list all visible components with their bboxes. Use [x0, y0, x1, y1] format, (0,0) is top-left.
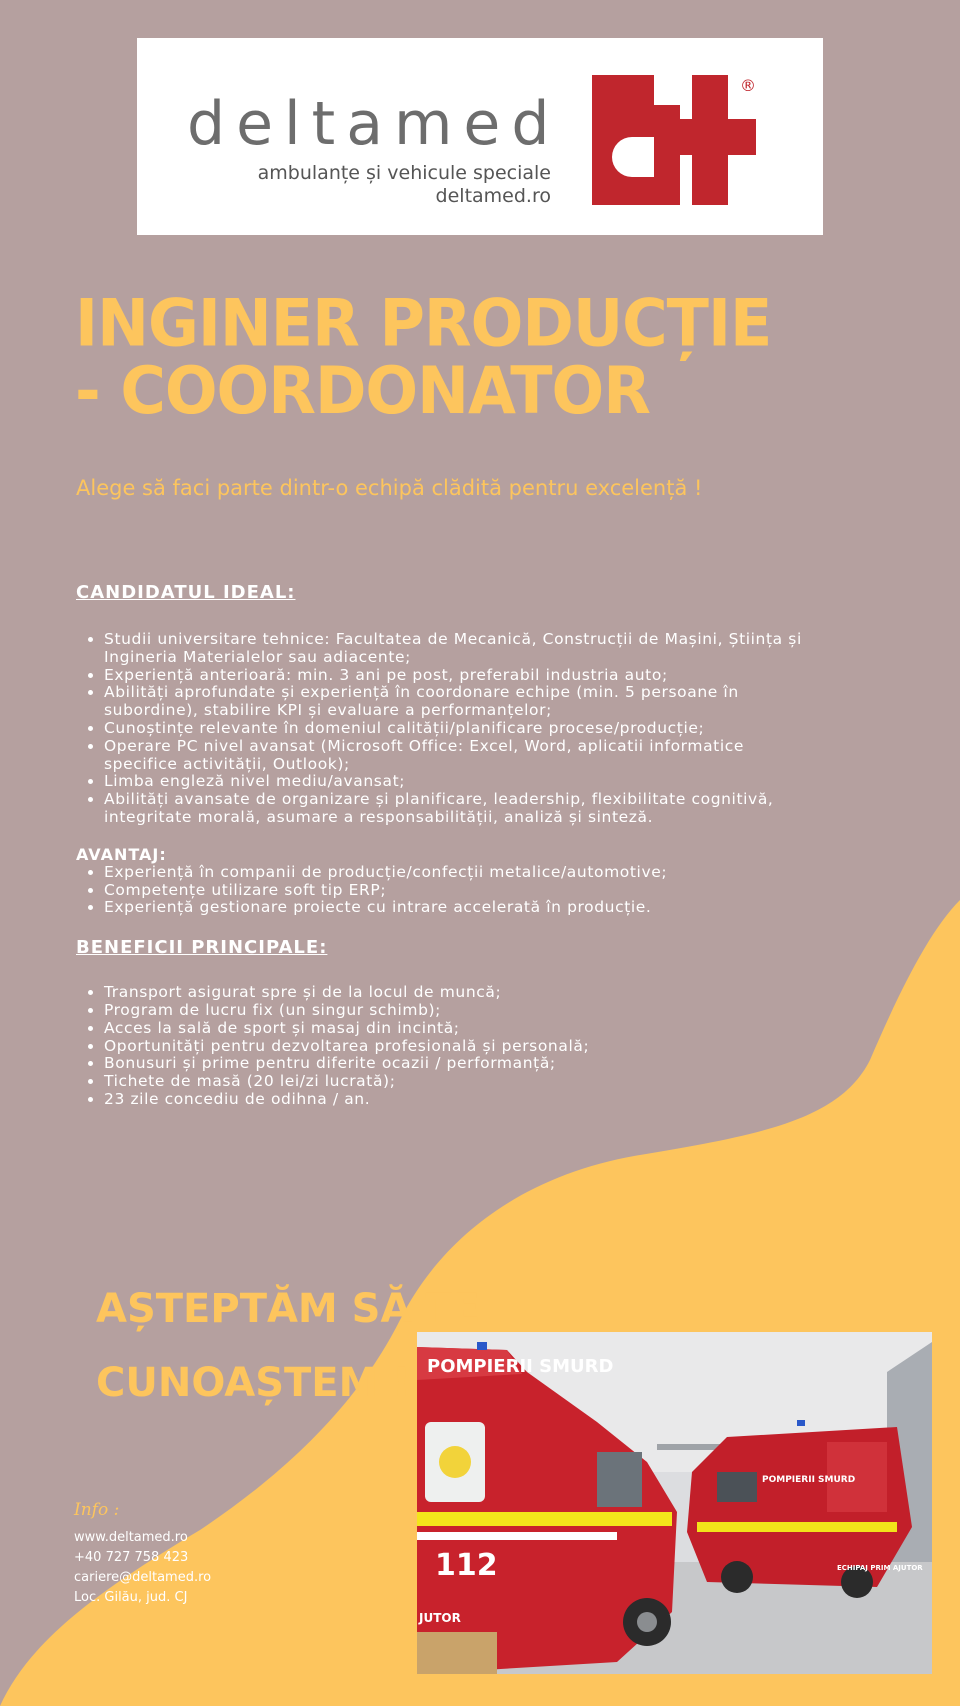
contact-info [74, 1500, 211, 1608]
ambulance-rear-label: JUTOR [419, 1611, 461, 1625]
list-item: • Competențe utilizare soft tip ERP; [104, 882, 816, 900]
list-item: • Operare PC nivel avansat (Microsoft Office: Excel, Word, aplicatii informatice specifice activității, Outlook); [104, 738, 816, 774]
candidate-list [76, 631, 816, 827]
ambulances-illustration [417, 1332, 932, 1674]
ambulances-photo [417, 1332, 932, 1674]
job-title: INGINER PRODUCȚIE - COORDONATOR [75, 284, 772, 429]
crate [417, 1632, 497, 1674]
list-item: • Experiență în companii de producție/confecții metalice/automotive; [104, 864, 816, 882]
ambulance-number: 112 [435, 1548, 498, 1583]
benefits-list [76, 984, 816, 1109]
advantage-list [76, 864, 816, 917]
list-item: • Cunoștințe relevante în domeniul calității/planificare procese/producție; [104, 720, 816, 738]
right-ambulance-label: POMPIERII SMURD [762, 1475, 856, 1485]
list-item: • Experiență anterioară: min. 3 ani pe post, preferabil industria auto; [104, 667, 816, 685]
logo-website: deltamed.ro [435, 185, 551, 207]
logo-wordmark: deltamed [187, 89, 561, 159]
job-details [76, 582, 816, 1109]
advantage-heading: AVANTAJ: [76, 844, 167, 864]
list-item: • 23 zile concediu de odihna / an. [104, 1091, 816, 1109]
deltamed-logo [137, 38, 823, 235]
list-item: • Acces la sală de sport și masaj din incintă; [104, 1020, 816, 1038]
list-item: • Abilități aprofundate și experiență în coordonare echipe (min. 5 persoane în subordine), stabilire KPI și evaluare a performanțelor; [104, 684, 816, 720]
list-item: • Tichete de masă (20 lei/zi lucrată); [104, 1073, 816, 1091]
benefits-heading: BENEFICII PRINCIPALE: [76, 937, 328, 959]
list-item: • Transport asigurat spre și de la locul de muncă; [104, 984, 816, 1002]
list-item: • Abilități avansate de organizare și planificare, leadership, flexibilitate cognitivă, integritate morală, asumare a responsabilității, analiză și sinteză. [104, 791, 816, 827]
contact-location: Loc. Gilău, jud. CJ [74, 1590, 188, 1605]
list-item: • Studii universitare tehnice: Facultatea de Mecanică, Construcții de Mașini, Știința și Ingineria Materialelor sau adiacente; [104, 631, 816, 667]
right-ambulance-rear-label: ECHIPAJ PRIM AJUTOR [837, 1564, 923, 1572]
closing-line-2: CUNOAȘTEM ! [96, 1360, 411, 1406]
list-item: • Limba engleză nivel mediu/avansat; [104, 773, 816, 791]
info-label: Info : [74, 1500, 120, 1520]
deltamed-d-plus-logo-icon [592, 75, 772, 205]
logo-tagline: ambulanțe și vehicule speciale [257, 162, 551, 184]
left-ambulance-label: POMPIERII SMURD [427, 1356, 614, 1377]
registered-mark: ® [740, 76, 756, 95]
contact-website[interactable]: www.deltamed.ro [74, 1530, 188, 1545]
list-item: • Experiență gestionare proiecte cu intrare accelerată în producție. [104, 899, 816, 917]
closing-line-1: AȘTEPTĂM SĂ TE [96, 1286, 480, 1332]
job-tagline: Alege să faci parte dintr-o echipă clădită pentru excelență ! [76, 476, 703, 500]
list-item: • Program de lucru fix (un singur schimb); [104, 1002, 816, 1020]
contact-phone[interactable]: +40 727 758 423 [74, 1550, 189, 1565]
candidate-heading: CANDIDATUL IDEAL: [76, 582, 296, 603]
list-item: • Bonusuri și prime pentru diferite ocazii / performanță; [104, 1055, 816, 1073]
contact-email[interactable]: cariere@deltamed.ro [74, 1570, 212, 1585]
list-item: • Oportunități pentru dezvoltarea profesională și personală; [104, 1038, 816, 1056]
